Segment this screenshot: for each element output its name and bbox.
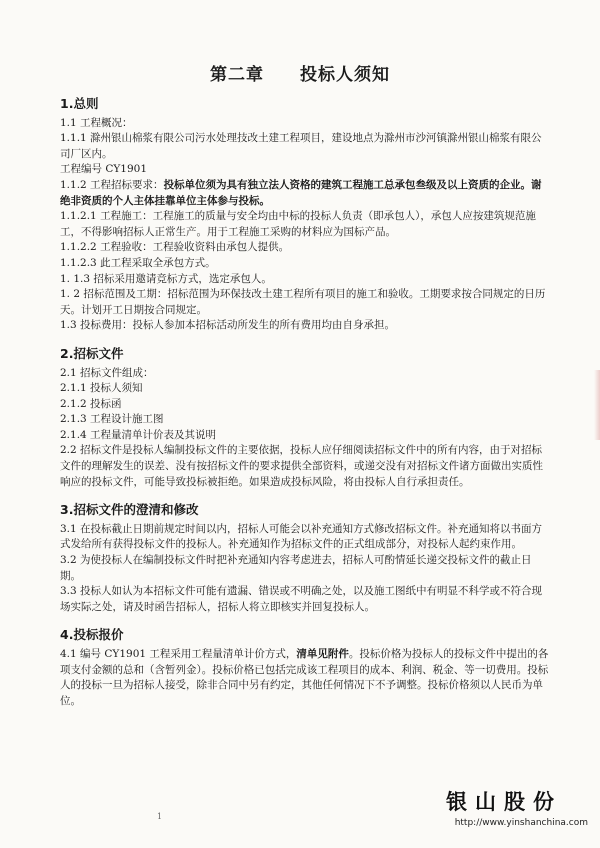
paragraph: 2.1.2 投标函 <box>60 397 122 410</box>
paragraph: 2.1.1 投标人须知 <box>60 382 143 395</box>
chapter-number: 第二章 <box>210 65 264 85</box>
paragraph: 1.3 投标费用：投标人参加本招标活动所发生的所有费用均由自身承担。 <box>60 319 396 332</box>
requirements-label: 1.1.2 工程招标要求： <box>60 178 164 191</box>
bid-price-text-a: 4.1 编号 CY1901 工程采用工程量清单计价方式， <box>60 648 297 660</box>
paragraph: 工程编号 CY1901 <box>60 163 148 176</box>
paragraph: 2.1 招标文件组成： <box>60 366 154 379</box>
section-heading-bid-price: 4.投标报价 <box>60 627 124 643</box>
paragraph: 2.2 招标文件是投标人编制投标文件的主要依据，投标人应仔细阅读招标文件中的所有内容，由于对招标文件的理解发生的误差、没有按招标文件的要求提供全部资料，或递交没有对招标文件诸方面做出实质性响应的投标文件，可能导致投标被拒绝。如果造成投标风险，将由投标人自行承担责任。 <box>60 444 543 488</box>
paragraph: 3.3 投标人如认为本招标文件可能有遗漏、错误或不明确之处，以及施工图纸中有明显不科学或不符合现场实际之处，请及时函告招标人，招标人将立即核实并回复投标人。 <box>60 585 543 613</box>
document-body <box>60 96 550 709</box>
paragraph: 1. 1.3 招标采用邀请竞标方式，选定承包人。 <box>60 272 272 285</box>
chapter-title <box>0 60 600 85</box>
paragraph: 1. 2 招标范围及工期：招标范围为环保技改土建工程所有项目的施工和验收。工期要求按合同规定的日历天。计划开工日期按合同规定。 <box>60 288 546 316</box>
watermark-logo: 银山股份 <box>446 790 562 814</box>
paragraph-requirements <box>60 178 550 209</box>
paragraph: 3.2 为使投标人在编制投标文件时把补充通知内容考虑进去，招标人可酌情延长递交投标文件的截止日期。 <box>60 554 532 582</box>
paragraph: 1.1.2.2 工程验收：工程验收资料由承包人提供。 <box>60 241 290 254</box>
paragraph: 2.1.3 工程设计施工图 <box>60 413 164 426</box>
paragraph: 1.1.2.1 工程施工：工程施工的质量与安全均由中标的投标人负责（即承包人），承包人应按建筑规范施工，不得影响招标人正常生产。用于工程施工采购的材料应为国标产品。 <box>60 210 536 238</box>
bid-price-bold-text: 清单见附件 <box>296 648 349 660</box>
section-heading-clarification: 3.招标文件的澄清和修改 <box>60 502 199 518</box>
bid-price-text-b: 。投标价格为投标人的投标文件中提出的各项支付金额的总和（含暂列金）。投标价格已包括完成该工程项目的成本、利润、税金、等一切费用。投标人的投标一旦为招标人接受，除非合同中另有约定，其他任何情况下不予调整。投标价格须以人民币为单位。 <box>60 648 549 707</box>
paragraph: 1.1.2.3 此工程采取全承包方式。 <box>60 256 216 269</box>
paragraph-bid-price <box>60 647 550 709</box>
page-mark: 1 <box>157 812 163 821</box>
watermark-url: http://www.yinshanchina.com <box>454 818 588 828</box>
paragraph: 1.1 工程概况： <box>60 116 133 129</box>
section-heading-general: 1.总则 <box>60 96 99 111</box>
requirements-bold-text: 投标单位须为具有独立法人资格的建筑工程施工总承包叁级及以上资质的企业。谢绝非资质的个人主体挂靠单位主体参与投标。 <box>60 178 542 207</box>
section-heading-tender-documents: 2.招标文件 <box>60 345 124 361</box>
paragraph: 3.1 在投标截止日期前规定时间以内，招标人可能会以补充通知方式修改招标文件。补充通知将以书面方式发给所有获得投标文件的投标人。补充通知作为招标文件的正式组成部分，对投标人起约束作用。 <box>60 522 543 551</box>
chapter-name: 投标人须知 <box>300 65 390 85</box>
scan-edge-stain <box>594 370 600 440</box>
paragraph: 1.1.1 滁州银山棉浆有限公司污水处理技改土建工程项目，建设地点为滁州市沙河镇滁州银山棉浆有限公司厂区内。 <box>60 132 542 160</box>
paragraph: 2.1.4 工程量清单计价表及其说明 <box>60 428 217 441</box>
